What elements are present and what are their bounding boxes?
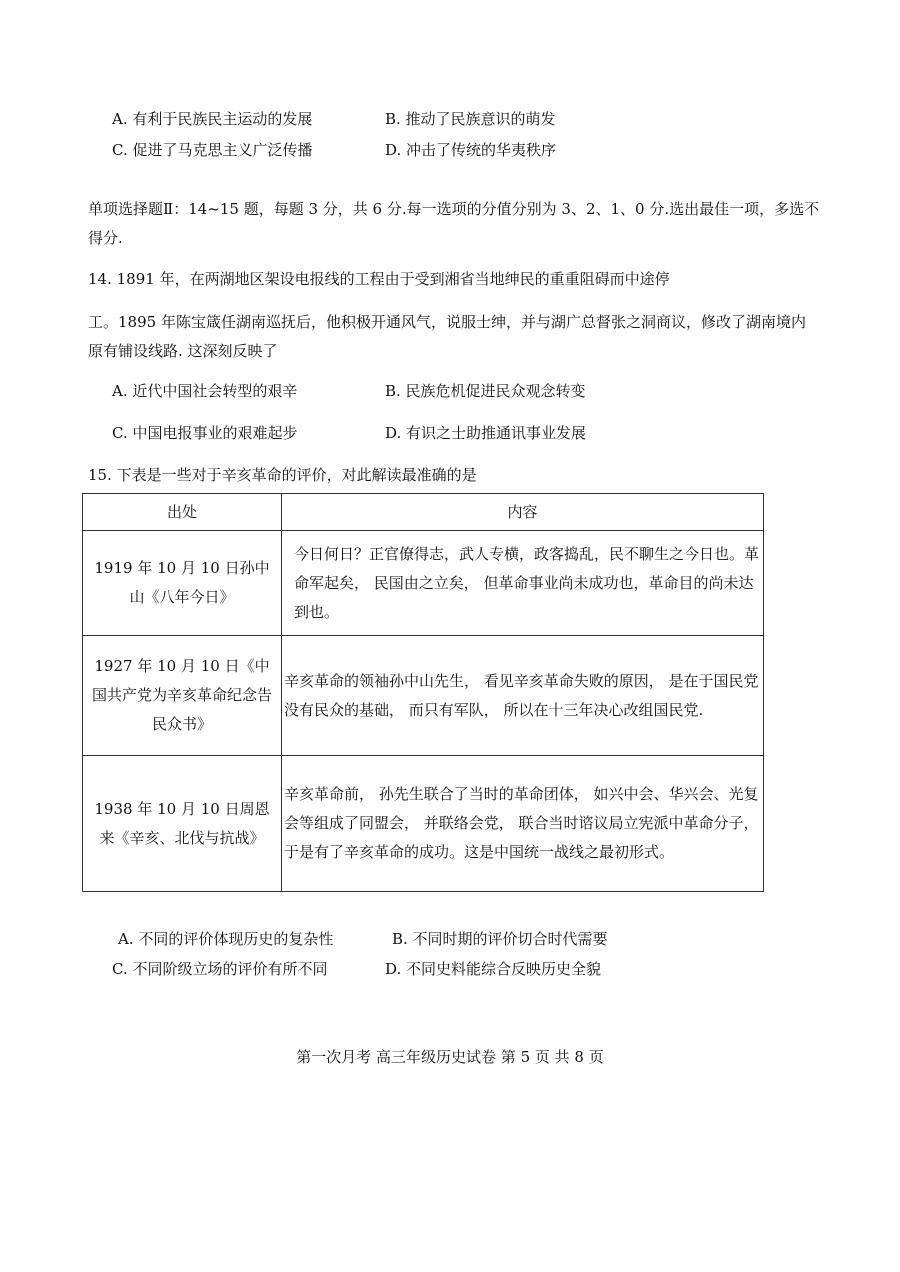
header-source: 出处 [83, 494, 282, 531]
row-source: 1919 年 10 月 10 日孙中山《八年今日》 [83, 531, 282, 636]
q14-option-d: D. 有识之士助推通讯事业发展 [385, 424, 587, 442]
row-source: 1927 年 10 月 10 日《中国共产党为辛亥革命纪念告民众书》 [83, 636, 282, 756]
q14-option-a: A. 近代中国社会转型的艰辛 [112, 382, 298, 400]
q14-stem-line1: 14. 1891 年，在两湖地区架设电报线的工程由于受到湘省当地绅民的重重阻碍而中途停 [88, 270, 670, 288]
table-row [83, 531, 764, 636]
q14-stem-line3: 原有铺设线路. 这深刻反映了 [88, 342, 278, 360]
q14-stem-line2: 工。1895 年陈宝箴任湖南巡抚后，他积极开通风气，说服士绅，并与湖广总督张之洞商议，修改了湖南境内 [88, 313, 806, 331]
section-instruction-line2: 得分. [88, 229, 123, 247]
page-footer: 第一次月考 高三年级历史试卷 第 5 页 共 8 页 [296, 1048, 604, 1066]
table-header-row [83, 494, 764, 531]
table-row [83, 636, 764, 756]
q15-option-a: A. 不同的评价体现历史的复杂性 [118, 930, 334, 948]
q13-option-d: D. 冲击了传统的华夷秩序 [385, 141, 557, 159]
row-content: 辛亥革命的领袖孙中山先生， 看见辛亥革命失败的原因， 是在于国民党没有民众的基础， 而只有军队， 所以在十三年决心改组国民党. [282, 636, 764, 756]
q15-option-b: B. 不同时期的评价切合时代需要 [392, 930, 608, 948]
header-content: 内容 [282, 494, 764, 531]
q15-stem: 15. 下表是一些对于辛亥革命的评价，对此解读最准确的是 [88, 466, 477, 484]
q13-option-a: A. 有利于民族民主运动的发展 [112, 110, 313, 128]
q13-option-c: C. 促进了马克思主义广泛传播 [112, 141, 313, 159]
table-row [83, 756, 764, 892]
q15-option-d: D. 不同史料能综合反映历史全貌 [385, 960, 602, 978]
section-instruction-line1: 单项选择题Ⅱ：14~15 题，每题 3 分，共 6 分.每一选项的分值分别为 3、2、1、0 分.选出最佳一项，多选不 [88, 200, 820, 218]
q15-option-c: C. 不同阶级立场的评价有所不同 [112, 960, 328, 978]
q14-option-c: C. 中国电报事业的艰难起步 [112, 424, 298, 442]
row-source: 1938 年 10 月 10 日周恩来《辛亥、北伐与抗战》 [83, 756, 282, 892]
evaluation-table [82, 493, 764, 892]
q13-option-b: B. 推动了民族意识的萌发 [385, 110, 556, 128]
row-content: 辛亥革命前， 孙先生联合了当时的革命团体， 如兴中会、华兴会、光复会等组成了同盟会， 并联络会党， 联合当时谘议局立宪派中革命分子，于是有了辛亥革命的成功。这是中国统一战线之最初形式。 [282, 756, 764, 892]
q14-option-b: B. 民族危机促进民众观念转变 [385, 382, 586, 400]
row-content: 今日何日？正官僚得志，武人专横，政客捣乱，民不聊生之今日也。革命军起矣， 民国由之立矣， 但革命事业尚未成功也，革命目的尚未达到也。 [282, 531, 764, 636]
